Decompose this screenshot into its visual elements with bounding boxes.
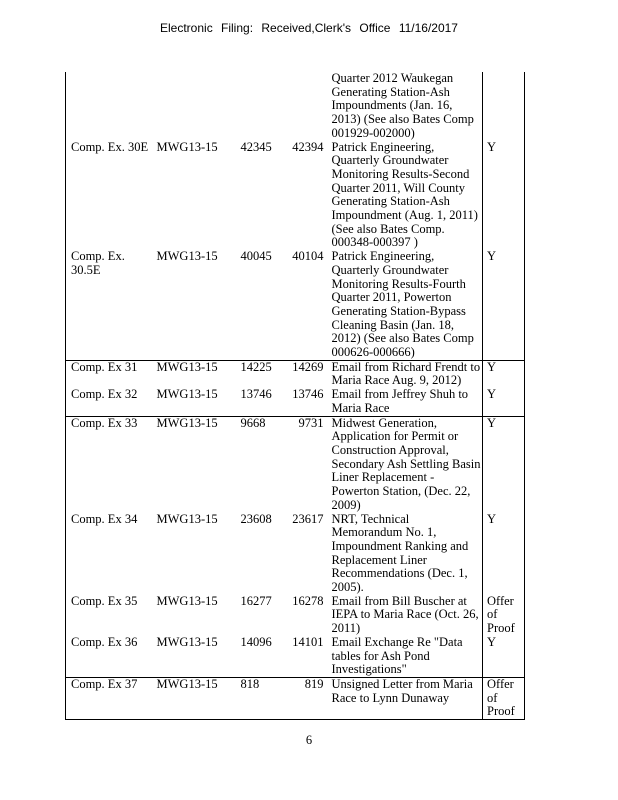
exhibit-number: Comp. Ex. 30E <box>66 141 152 251</box>
bates-prefix: MWG13-15 <box>156 593 218 608</box>
bates-start: 16277 <box>240 593 272 608</box>
exhibit-number: Comp. Ex 31 <box>66 360 152 388</box>
bates-end: 40104 <box>292 249 324 264</box>
table-row <box>66 677 525 719</box>
table-row <box>66 360 525 388</box>
exhibit-description: Email from Bill Buscher at IEPA to Maria Race (Oct. 26, 2011) <box>331 593 479 636</box>
exhibit-description: Patrick Engineering, Quarterly Groundwater Monitoring Results-Second Quarter 2011, Will County Generating Station-Ash Impoundment (Aug. 1, 2011) (See also Bates Comp. 000348-000397 ) <box>331 139 478 250</box>
exhibit-description: Email from Jeffrey Shuh to Maria Race <box>331 387 469 415</box>
table-row <box>66 388 525 416</box>
bates-end: 13746 <box>292 387 324 402</box>
table-row <box>66 250 525 360</box>
bates-start: 40045 <box>240 249 272 264</box>
table-row <box>66 595 525 636</box>
bates-start <box>236 72 283 141</box>
exhibit-number <box>66 72 152 141</box>
bates-end: 14269 <box>283 360 330 388</box>
filing-stamp-header: Electronic Filing: Received,Clerk's Office 11/16/2017 <box>160 21 458 35</box>
exhibit-number: Comp. Ex 37 <box>66 677 152 719</box>
exhibit-number: Comp. Ex 33 <box>66 416 152 512</box>
admitted-status: Y <box>483 250 525 360</box>
bates-end: 819 <box>283 677 330 719</box>
table-row <box>66 72 525 141</box>
admitted-status: Y <box>483 636 525 678</box>
admitted-status: Y <box>483 416 525 512</box>
admitted-status: Offer of Proof <box>483 677 525 719</box>
exhibit-number: Comp. Ex 35 <box>66 595 152 636</box>
exhibit-number: Comp. Ex 36 <box>66 636 152 678</box>
bates-end: 9731 <box>283 416 330 512</box>
exhibit-description: Patrick Engineering, Quarterly Groundwater Monitoring Results-Fourth Quarter 2011, Powerton Generating Station-Bypass Cleaning Basin (Jan. 18, 2012) (See also Bates Comp 000626-000666) <box>331 249 474 360</box>
bates-prefix: MWG13-15 <box>152 677 236 719</box>
bates-start: 9668 <box>236 416 283 512</box>
table-row <box>66 416 525 512</box>
admitted-status: Y <box>483 141 525 251</box>
bates-prefix: MWG13-15 <box>152 360 236 388</box>
table-row <box>66 513 525 595</box>
bates-prefix <box>152 72 236 141</box>
bates-prefix: MWG13-15 <box>156 249 218 264</box>
bates-end: 42394 <box>292 139 324 154</box>
bates-start: 818 <box>236 677 283 719</box>
bates-start: 42345 <box>240 139 272 154</box>
bates-start: 13746 <box>240 387 272 402</box>
page-number: 6 <box>305 733 313 747</box>
exhibit-description: Midwest Generation, Application for Permit or Construction Approval, Secondary Ash Settling Basin Liner Replacement - Powerton Station, (Dec. 22, 2009) <box>330 416 483 512</box>
exhibit-table <box>65 72 525 720</box>
bates-start: 14096 <box>240 634 272 649</box>
admitted-status: Offer of Proof <box>483 595 525 636</box>
bates-prefix: MWG13-15 <box>156 387 218 402</box>
bates-prefix: MWG13-15 <box>156 634 218 649</box>
bates-prefix: MWG13-15 <box>156 139 218 154</box>
table-row <box>66 636 525 678</box>
table-row <box>66 141 525 251</box>
exhibit-number: Comp. Ex 34 <box>66 513 152 595</box>
exhibit-description: Unsigned Letter from Maria Race to Lynn Dunaway <box>330 677 483 719</box>
bates-end <box>283 72 330 141</box>
bates-end: 16278 <box>292 593 324 608</box>
admitted-status: Y <box>483 513 525 595</box>
exhibit-description: NRT, Technical Memorandum No. 1, Impoundment Ranking and Replacement Liner Recommendations (Dec. 1, 2005). <box>331 511 469 595</box>
exhibit-number: Comp. Ex 32 <box>66 388 152 416</box>
bates-prefix: MWG13-15 <box>152 416 236 512</box>
exhibit-description: Email from Richard Frendt to Maria Race Aug. 9, 2012) <box>330 360 483 388</box>
admitted-status <box>483 72 525 141</box>
bates-start: 14225 <box>236 360 283 388</box>
admitted-status: Y <box>483 360 525 388</box>
admitted-status: Y <box>483 388 525 416</box>
bates-end: 23617 <box>292 511 324 526</box>
bates-end: 14101 <box>292 634 324 649</box>
exhibit-description: Email Exchange Re "Data tables for Ash Pond Investigations" <box>331 634 463 677</box>
bates-prefix: MWG13-15 <box>156 511 218 526</box>
exhibit-description: Quarter 2012 Waukegan Generating Station-Ash Impoundments (Jan. 16, 2013) (See also Bates Comp 001929-002000) <box>331 71 474 140</box>
exhibit-number: Comp. Ex. 30.5E <box>66 250 152 360</box>
bates-start: 23608 <box>240 511 272 526</box>
